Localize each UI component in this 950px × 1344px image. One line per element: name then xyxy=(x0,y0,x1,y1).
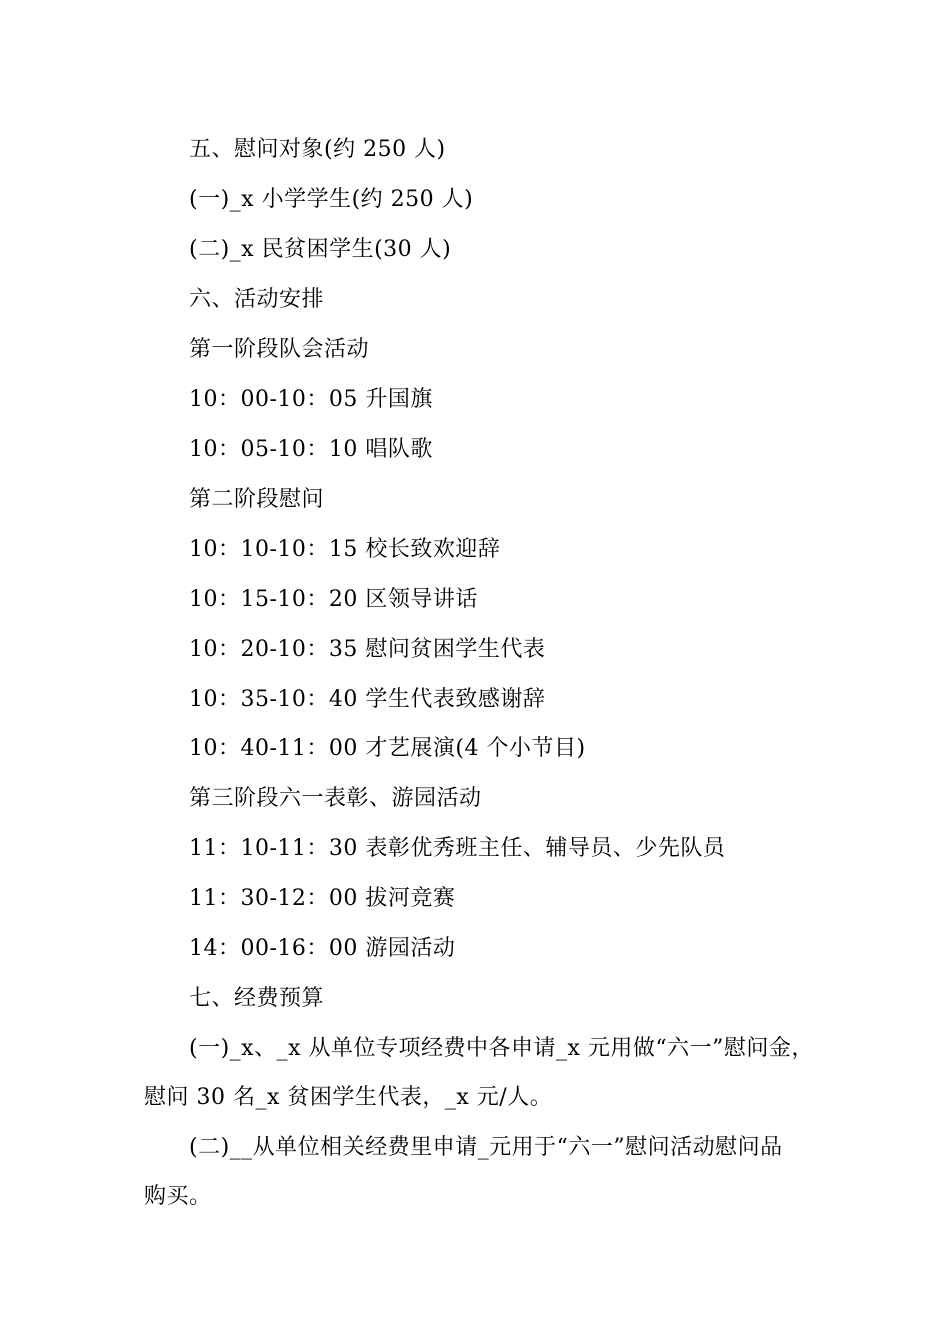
budget-paragraph-1-line-2: 慰问 30 名_x 贫困学生代表，_x 元/人。 xyxy=(144,1085,553,1110)
budget-paragraph-2-line-1: (二)__从单位相关经费里申请_元用于“六一”慰问活动慰问品 xyxy=(189,1135,783,1160)
schedule-item: 10：20-10：35 慰问贫困学生代表 xyxy=(189,637,546,662)
budget-paragraph-1-line-1: (一)_x、_x 从单位专项经费中各申请_x 元用做“六一”慰问金， xyxy=(189,1036,814,1061)
schedule-item: 10：15-10：20 区领导讲话 xyxy=(189,587,478,612)
schedule-item: 14：00-16：00 游园活动 xyxy=(189,936,456,961)
budget-paragraph-2-line-2: 购买。 xyxy=(144,1184,212,1209)
recipient-item-1: (一)_x 小学学生(约 250 人) xyxy=(189,187,474,212)
section-heading-recipients: 五、慰问对象(约 250 人) xyxy=(189,137,446,162)
schedule-item: 10：40-11：00 才艺展演(4 个小节目) xyxy=(189,736,586,761)
stage-heading-2: 第二阶段慰问 xyxy=(189,487,325,512)
section-heading-budget: 七、经费预算 xyxy=(189,986,325,1011)
stage-heading-1: 第一阶段队会活动 xyxy=(189,337,370,362)
schedule-item: 10：35-10：40 学生代表致感谢辞 xyxy=(189,687,546,712)
stage-heading-3: 第三阶段六一表彰、游园活动 xyxy=(189,786,482,811)
schedule-item: 11：10-11：30 表彰优秀班主任、辅导员、少先队员 xyxy=(189,836,726,861)
section-heading-schedule: 六、活动安排 xyxy=(189,287,325,312)
schedule-item: 11：30-12：00 拔河竞赛 xyxy=(189,886,456,911)
schedule-item: 10：05-10：10 唱队歌 xyxy=(189,437,433,462)
recipient-item-2: (二)_x 民贫困学生(30 人) xyxy=(189,237,452,262)
schedule-item: 10：10-10：15 校长致欢迎辞 xyxy=(189,537,501,562)
schedule-item: 10：00-10：05 升国旗 xyxy=(189,387,433,412)
